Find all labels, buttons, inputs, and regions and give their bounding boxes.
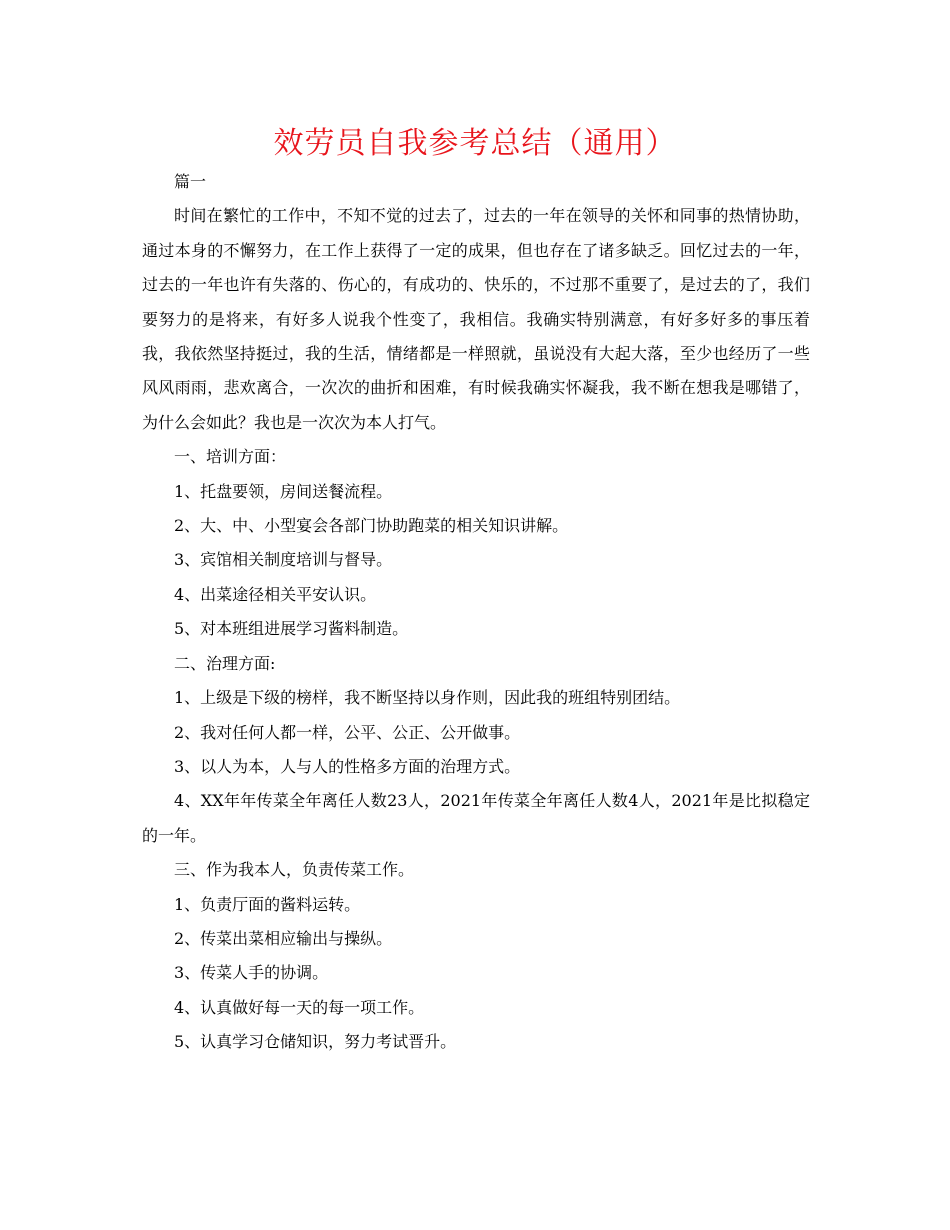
list-item: 3、宾馆相关制度培训与督导。: [174, 550, 393, 570]
document-body: [142, 165, 810, 1060]
list-item: 4、认真做好每一天的每一项工作。: [174, 997, 425, 1017]
list-item: 3、传菜人手的协调。: [174, 963, 329, 983]
section-label: 篇一: [174, 172, 207, 191]
document-title: 效劳员自我参考总结（通用）: [273, 126, 677, 161]
list-item: 5、认真学习仓储知识，努力考试晋升。: [174, 1032, 457, 1052]
list-item: 2、大、中、小型宴会各部门协助跑菜的相关知识讲解。: [174, 516, 569, 536]
list-item: 2、传菜出菜相应输出与操纵。: [174, 928, 393, 948]
list-item: 1、托盘要领，房间送餐流程。: [174, 481, 393, 501]
list-item: 4、XX年年传菜全年离任人数23人，2021年传菜全年离任人数4人，2021年是比拟稳定的一年。: [142, 791, 810, 845]
section-heading-personal: 三、作为我本人，负责传菜工作。: [174, 860, 415, 880]
intro-paragraph: 时间在繁忙的工作中，不知不觉的过去了，过去的一年在领导的关怀和同事的热情协助，通过本身的不懈努力，在工作上获得了一定的成果，但也存在了诸多缺乏。回忆过去的一年，过去的一年也许有失落的、伤心的，有成功的、快乐的，不过那不重要了，是过去的了，我们要努力的是将来，有好多人说我个性变了，我相信。我确实特别满意，有好多好多的事压着我，我依然坚持挺过，我的生活，情绪都是一样照就，虽说没有大起大落，至少也经历了一些风风雨雨，悲欢离合，一次次的曲折和困难，有时候我确实怀凝我，我不断在想我是哪错了，为什么会如此？我也是一次次为本人打气。: [142, 206, 810, 432]
list-item: 4、出菜途径相关平安认识。: [174, 584, 377, 604]
list-item: 5、对本班组进展学习酱料制造。: [174, 619, 409, 639]
section-heading-management: 二、治理方面:: [174, 653, 276, 673]
list-item: 2、我对任何人都一样，公平、公正、公开做事。: [174, 722, 521, 742]
list-item: 1、负责厅面的酱料运转。: [174, 894, 361, 914]
section-heading-training: 一、培训方面：: [174, 447, 287, 467]
list-item: 3、以人为本，人与人的性格多方面的治理方式。: [174, 756, 521, 776]
list-item: 1、上级是下级的榜样，我不断坚持以身作则，因此我的班组特别团结。: [174, 688, 681, 708]
